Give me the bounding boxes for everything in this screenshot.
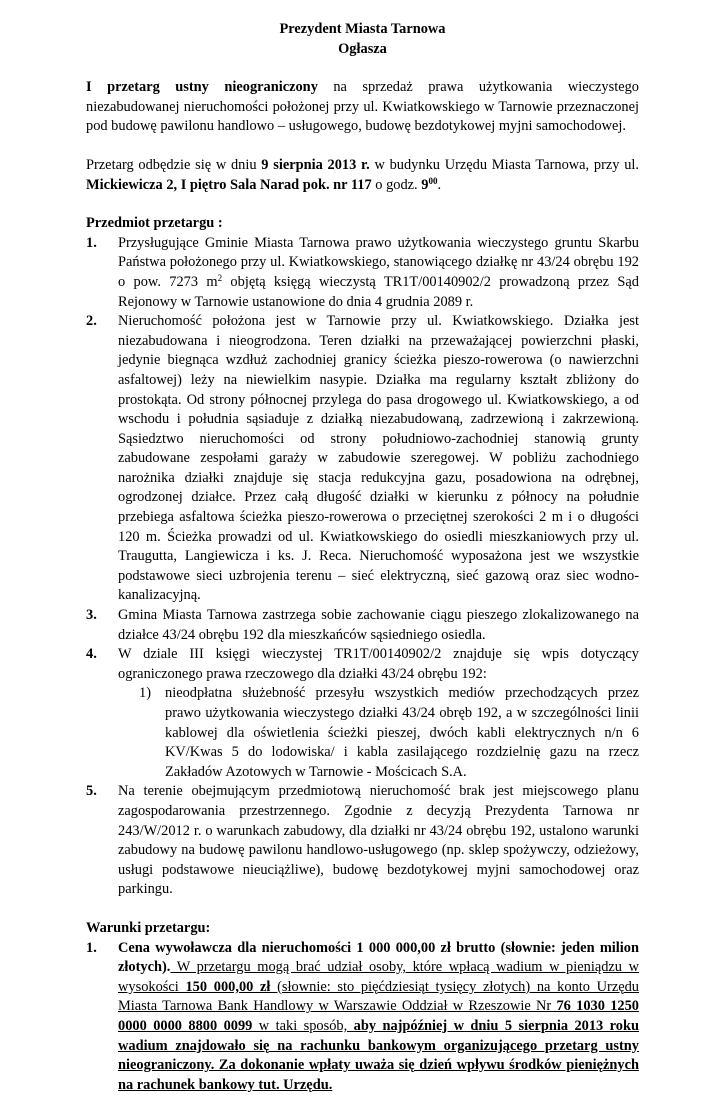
deposit-text: W przetargu mogą brać udział osoby, które wpłacą wadium w pieniądzu w wysokości: [118, 959, 639, 995]
schedule-paragraph: [86, 156, 639, 195]
deposit-text: (słownie: sto pięćdziesiąt tysięcy złotych) na konto Urzędu Miasta Tarnowa Bank Handlowy w Warszawie Oddział w Rzeszowie Nr: [118, 978, 639, 1015]
schedule-text: o godz.: [371, 176, 422, 193]
starting-price: Cena wywoławcza dla nieruchomości 1 000 000,00 zł brutto (słownie: jeden milion złotych).: [118, 939, 639, 976]
bank-account-number: 76 1030 1250 0000 0000 8800 0099: [118, 998, 639, 1034]
list-item: [86, 606, 639, 645]
item-text: objętą księgą wieczystą TR1T/00140902/2 prowadzoną przez Sąd Rejonowy w Tarnowie ustanowione do dnia 4 grudnia 2089 r.: [118, 273, 639, 310]
schedule-text: Przetarg odbędzie się w dniu: [86, 156, 262, 173]
tender-date: 9 sierpnia 2013 r.: [261, 156, 370, 173]
schedule-text: w budynku Urzędu Miasta Tarnowa, przy ul.: [369, 156, 639, 173]
list-item: [86, 312, 639, 606]
easement-list: [139, 684, 639, 782]
intro-text: na sprzedaż prawa użytkowania wieczystego niezabudowanej nieruchomości położonej przy ul. Kwiatkowskiego w Tarnowie przeznaczonej pod budowę pawilonu handlowo – usługowego, budowę bezdotykowej myjni samochodowej.: [86, 79, 639, 135]
item-text: Przysługujące Gminie Miasta Tarnowa prawo użytkowania wieczystego gruntu Skarbu Państwa położonego przy ul. Kwiatkowskiego, stanowiącego działkę nr 43/24 obrębu 192 o pow. 7273 m: [118, 234, 639, 290]
item-number: 3.: [86, 607, 97, 624]
list-item: [86, 782, 639, 900]
sub-item-number: 1): [139, 685, 151, 702]
schedule-text: .: [437, 176, 442, 193]
item-text: W dziale III księgi wieczystej TR1T/00140902/2 znajduje się wpis dotyczący ograniczonego prawa rzeczowego dla działki 43/24 obrębu 192:: [118, 646, 639, 682]
item-number: 4.: [86, 646, 97, 663]
subject-list: [86, 234, 639, 900]
area-unit-exponent: 2: [217, 272, 223, 283]
deposit-text: w taki sposób,: [252, 1017, 354, 1034]
list-item: [86, 645, 639, 782]
issuer-title: Prezydent Miasta Tarnowa: [279, 21, 446, 37]
list-item: [86, 234, 639, 312]
deposit-deadline: aby najpóźniej w dniu 5 sierpnia 2013 roku wadium znajdowało się na rachunku bankowym organizującego przetarg ustny nieograniczony. Za dokonanie wpłaty uważa się dzień wpływu środków pieniężnych na rachunek bankowy tut. Urzędu.: [118, 1017, 639, 1093]
conditions-list: [86, 939, 639, 1095]
tender-minutes: 00: [428, 175, 438, 186]
announcement-verb: Ogłasza: [338, 40, 387, 57]
item-number: 2.: [86, 313, 97, 330]
item-text: Nieruchomość położona jest w Tarnowie przy ul. Kwiatkowskiego. Działka jest niezabudowana i nieogrodzona. Teren działki na przeważającej powierzchni płaski, jedynie biegnąca wzdłuż zachodniej granicy ścieżka pieszo-rowerowa (o nawierzchni asfaltowej) leży na niewielkim nasypie. Działka ma regularny kształt zbliżony do prostokąta. Od strony północnej przylega do pasa drogowego ul. Kwiatkowskiego, a od wschodu i południa sąsiaduje z działką niezabudowaną, zadrzewioną i zakrzewioną. Sąsiedztwo nieruchomości od strony południowo-zachodniej stanowią grunty zabudowane zespołami garaży w zabudowie szeregowej. W pobliżu zachodniego narożnika działki znajduje się stacja redukcyjna gazu, posadowiona na odrębnej, ogrodzonej działce. Przez całą długość działki w kierunku z północy na południe przebiega asfaltowa ścieżka pieszo-rowerowa o przeciętnej szerokości 2 m i o długości 120 m. Ścieżka prowadzi od ul. Kwiatkowskiego do osiedli mieszkaniowych przy ul. Traugutta, Langiewicza i ks. J. Reca. Nieruchomość wyposażona jest we wszystkie podstawowe sieci uzbrojenia terenu – sieć elektryczną, sieć gazową oraz siec wodno-kanalizacyjną.: [118, 313, 639, 604]
list-item: [139, 684, 639, 782]
announcement-document: [86, 20, 639, 1095]
subject-heading: Przedmiot przetargu :: [86, 215, 223, 232]
conditions-heading: Warunki przetargu:: [86, 919, 211, 936]
tender-type: I przetarg ustny nieograniczony: [86, 79, 318, 96]
tender-place: Mickiewicza 2, I piętro Sala Narad pok. nr 117: [86, 176, 372, 193]
intro-paragraph: [86, 78, 639, 137]
list-item: [86, 939, 639, 1095]
deposit-amount: 150 000,00 zł: [185, 978, 271, 995]
sub-item-text: nieodpłatna służebność przesyłu wszystkich mediów przechodzących przez prawo użytkowania wieczystego działki 43/24 obręb 192, a w szczególności linii kablowej dla oświetlenia ścieżki pieszej, dwóch kabli elektrycznych n/n 6 KV/Kwas 5 do lodowiska/ i kabla zasilającego rozdzielnię gazu na rzecz Zakładów Azotowych w Tarnowie - Mościcach S.A.: [165, 685, 639, 780]
item-text: Gmina Miasta Tarnowa zastrzega sobie zachowanie ciągu pieszego zlokalizowanego na działce 43/24 obrębu 192 dla mieszkańców sąsiedniego osiedla.: [118, 607, 639, 643]
tender-hour: 9: [421, 176, 429, 193]
item-number: 5.: [86, 783, 97, 800]
item-number: 1.: [86, 939, 97, 956]
item-number: 1.: [86, 234, 97, 251]
item-text: Na terenie obejmującym przedmiotową nieruchomość brak jest miejscowego planu zagospodarowania przestrzennego. Zgodnie z decyzją Prezydenta Tarnowa nr 243/W/2012 r. o warunkach zabudowy, dla działki nr 43/24 obrębu 192, ustalono warunki zabudowy na budowę pawilonu handlowo-usługowego (np. sklep spożywczy, odzieżowy, usługi podstawowe nieuciążliwe), budowę bezdotykowej myjni samochodowej oraz parkingu.: [118, 783, 639, 898]
